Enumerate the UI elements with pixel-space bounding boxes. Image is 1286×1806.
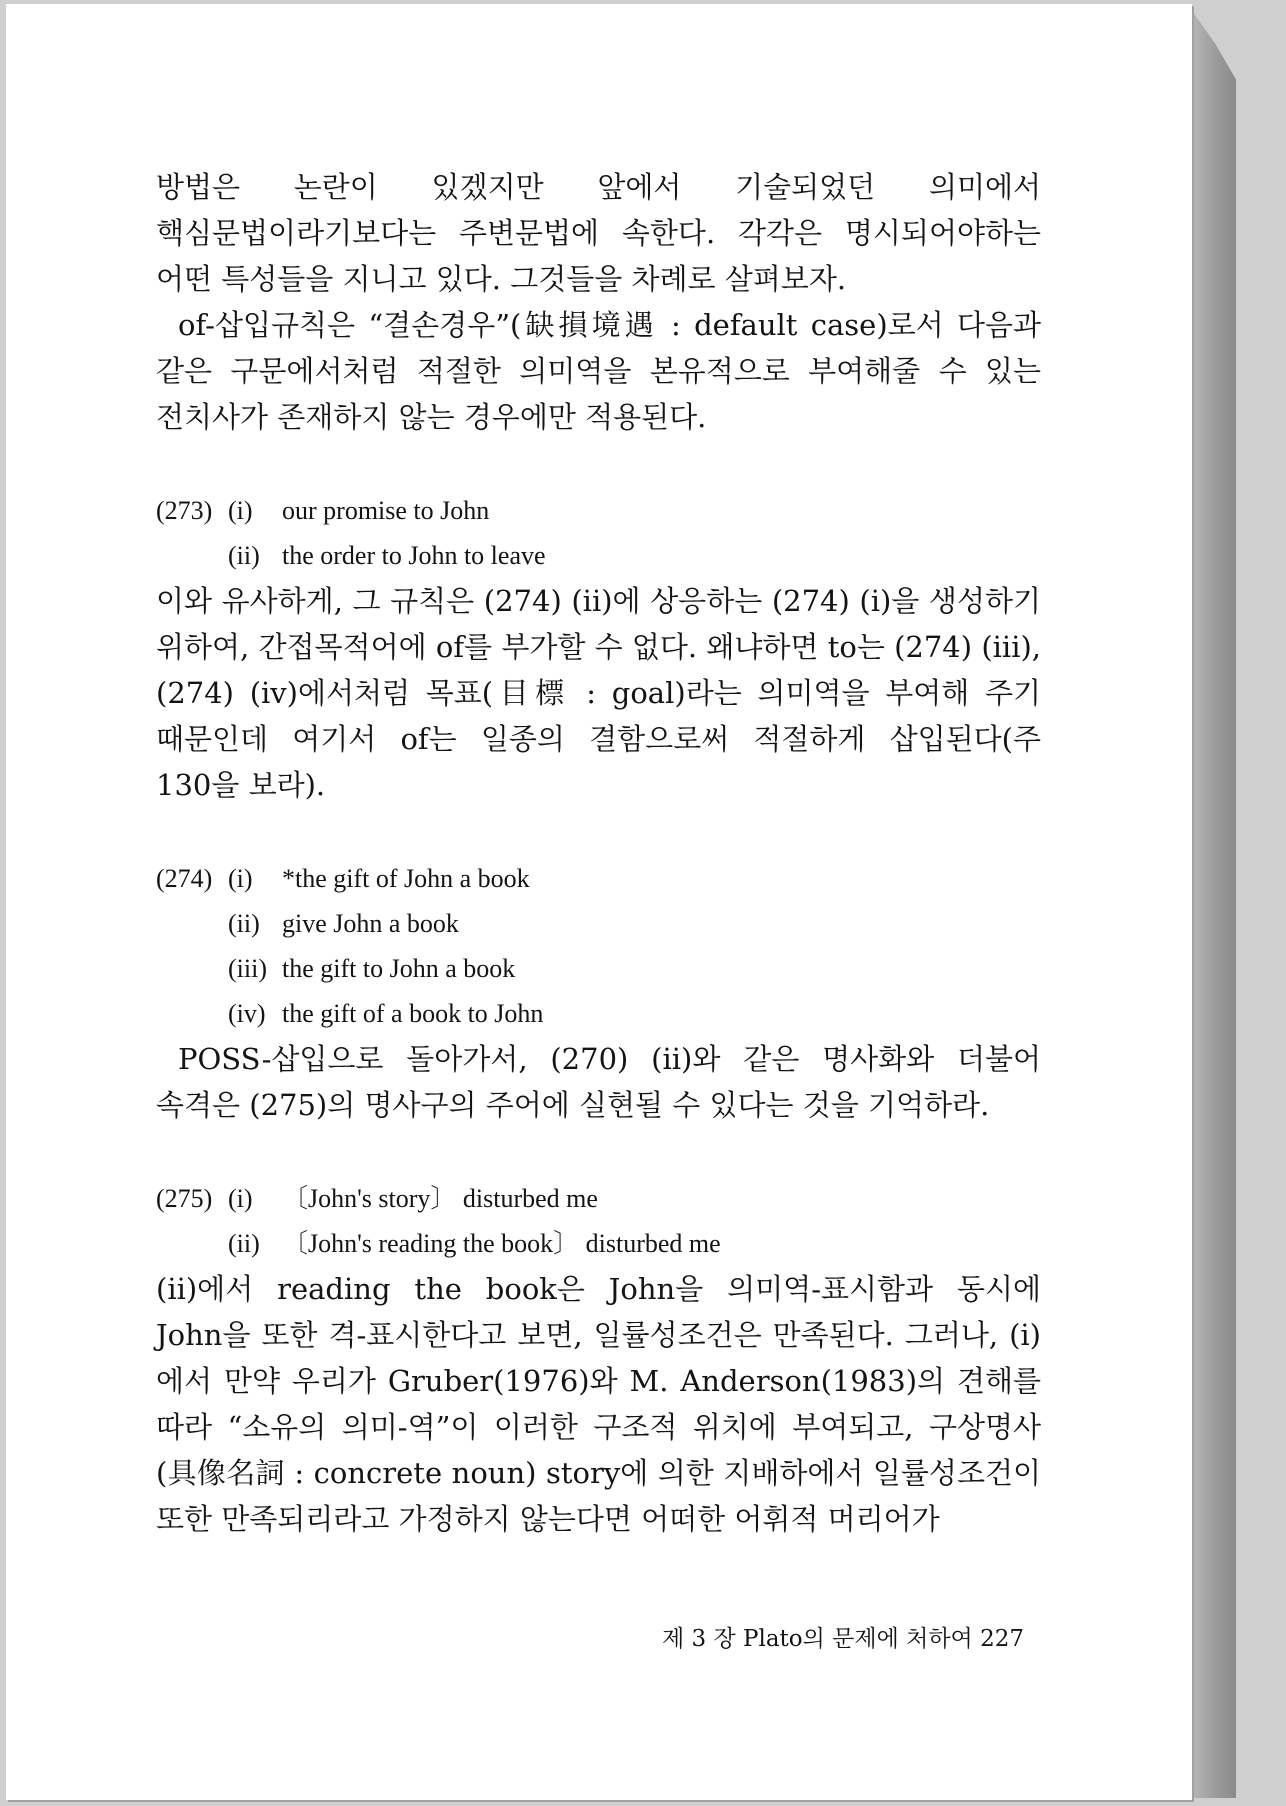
example-text: the gift of a book to John [282, 999, 544, 1028]
example-274 [156, 856, 1041, 1036]
example-text: *the gift of John a book [282, 864, 530, 893]
example-273 [156, 488, 1041, 578]
example-text: give John a book [282, 909, 459, 938]
paragraph-4: POSS-삽입으로 돌아가서, (270) (ii)와 같은 명사화와 더불어 속격은 (275)의 명사구의 주어에 실현될 수 있다는 것을 기억하라. [156, 1042, 1041, 1122]
example-text: the gift to John a book [282, 954, 516, 983]
example-number: (275) [156, 1184, 213, 1213]
page-number: 227 [980, 1626, 1024, 1652]
paragraph-5: (ii)에서 reading the book은 John을 의미역-표시함과 동시에 John을 또한 격-표시한다고 보면, 일률성조건은 만족된다. 그러나, (i)에서 만약 우리가 Gruber(1976)와 M. Anderson(1983)의 견해를 따라 “소유의 의미-역”이 이러한 구조적 위치에 부여되고, 구상명사(具像名詞 : concrete noun) story에 의한 지배하에서 일률성조건이 또한 만족되리라고 가정하지 않는다면 어떠한 어휘적 머리어가 [156, 1272, 1041, 1536]
example-sub-label: (ii) [228, 541, 260, 570]
book-page [6, 4, 1192, 1800]
example-text: the order to John to leave [282, 541, 546, 570]
example-sub-label: (ii) [228, 909, 260, 938]
example-text: 〔John's story〕 disturbed me [282, 1184, 598, 1213]
example-text: our promise to John [282, 496, 490, 525]
example-sub-label: (iv) [228, 999, 266, 1028]
example-text: 〔John's reading the book〕 disturbed me [282, 1229, 721, 1258]
chapter-title: 제 3 장 Plato의 문제에 처하여 [661, 1626, 973, 1652]
example-sub-label: (iii) [228, 954, 267, 983]
example-275 [156, 1176, 1041, 1266]
example-number: (273) [156, 496, 213, 525]
example-sub-label: (i) [228, 864, 253, 893]
example-sub-label: (ii) [228, 1229, 260, 1258]
paragraph-2: of-삽입규칙은 “결손경우”(缺損境遇 : default case)로서 다음과 같은 구문에서처럼 적절한 의미역을 본유적으로 부여해줄 수 있는 전치사가 존재하지 않는 경우에만 적용된다. [156, 308, 1041, 434]
page-body [156, 164, 1041, 1542]
example-number: (274) [156, 864, 213, 893]
example-sub-label: (i) [228, 1184, 253, 1213]
page-stack-edge [1190, 8, 1236, 1798]
paragraph-3: 이와 유사하게, 그 규칙은 (274) (ii)에 상응하는 (274) (i)을 생성하기 위하여, 간접목적어에 of를 부가할 수 없다. 왜냐하면 to는 (274) (iii), (274) (iv)에서처럼 목표(目標 : goal)라는 의미역을 부여해 주기 때문인데 여기서 of는 일종의 결함으로써 적절하게 삽입된다(주 130을 보라). [156, 584, 1041, 802]
running-footer [662, 1624, 1024, 1654]
paragraph-1: 방법은 논란이 있겠지만 앞에서 기술되었던 의미에서 핵심문법이라기보다는 주변문법에 속한다. 각각은 명시되어야하는 어떤 특성들을 지니고 있다. 그것들을 차례로 살펴보자. [156, 170, 1041, 296]
example-sub-label: (i) [228, 496, 253, 525]
